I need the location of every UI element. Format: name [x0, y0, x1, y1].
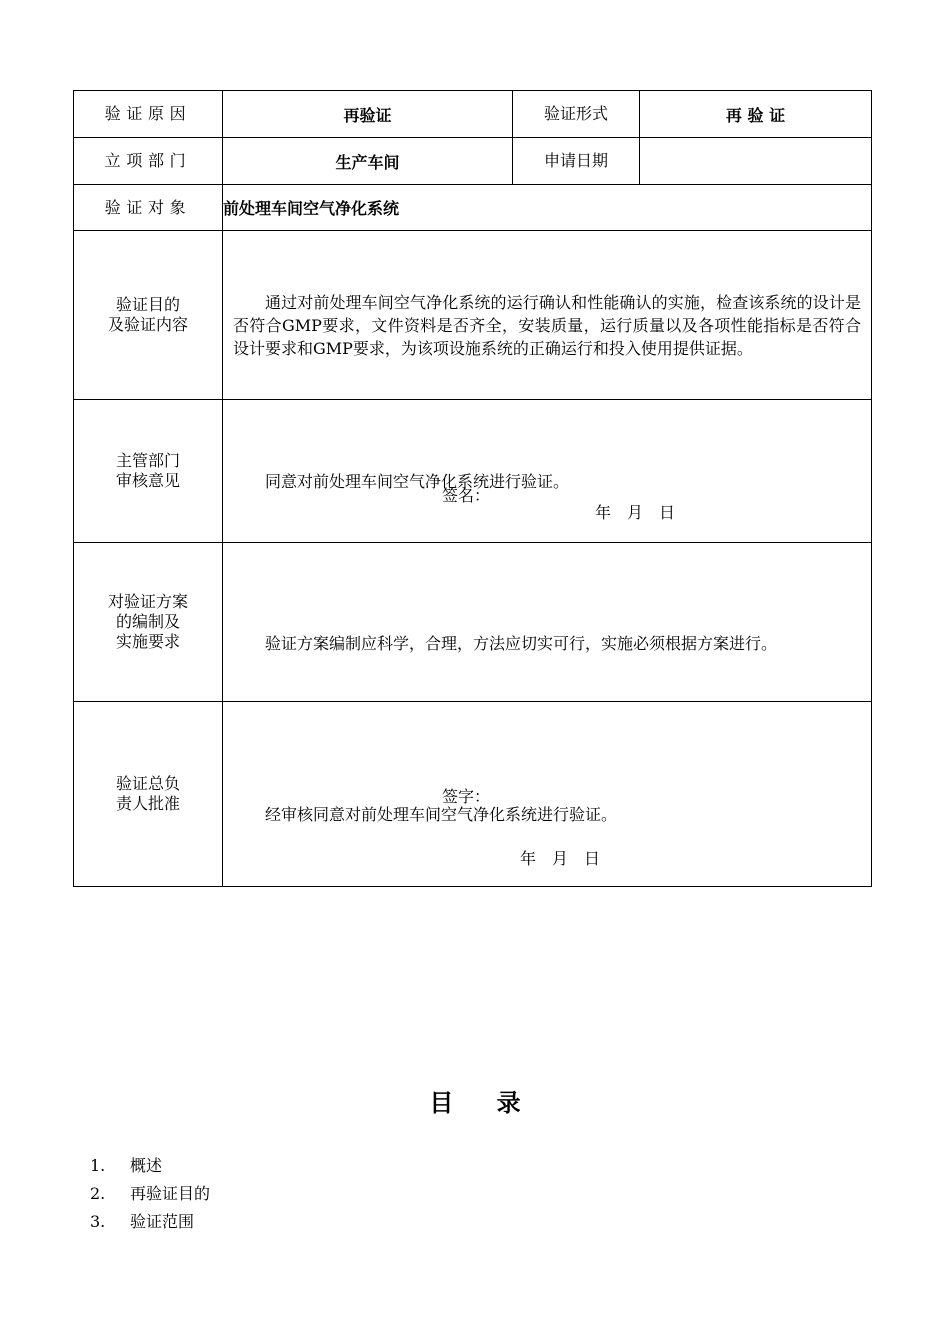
- toc-item-text: 验证范围: [130, 1212, 195, 1231]
- label-validation-form: 验证形式: [513, 91, 640, 138]
- plan-requirements-content: [223, 543, 872, 702]
- row-approval: [74, 702, 872, 887]
- value-validation-object: 前处理车间空气净化系统: [223, 185, 872, 231]
- label-plan-requirements: [74, 543, 223, 702]
- label-plan-requirements-line3: 实施要求: [115, 632, 180, 651]
- dept-review-date: 年 月 日: [595, 503, 676, 522]
- label-purpose-line1: 验证目的: [115, 295, 180, 314]
- label-department: 立项部门: [74, 138, 223, 185]
- row-dept-review: [74, 400, 872, 543]
- label-purpose-line2: 及验证内容: [107, 315, 188, 334]
- toc-title: 目录: [429, 1089, 564, 1117]
- label-dept-review: [74, 400, 223, 543]
- row-department: [74, 138, 872, 185]
- purpose-content: [223, 231, 872, 400]
- toc-item[interactable]: [90, 1208, 210, 1236]
- label-dept-review-line1: 主管部门: [115, 451, 180, 470]
- approval-sign-label: 签字：: [442, 787, 491, 806]
- value-application-date: [640, 138, 872, 185]
- dept-review-sign-label: 签名：: [442, 486, 491, 505]
- dept-review-text: 同意对前处理车间空气净化系统进行验证。: [265, 471, 570, 491]
- approval-content: [223, 702, 872, 887]
- label-plan-requirements-line1: 对验证方案: [107, 592, 188, 611]
- toc-item[interactable]: [90, 1180, 210, 1208]
- row-validation-reason: [74, 91, 872, 138]
- label-validation-reason: 验证原因: [74, 91, 223, 138]
- toc-item-text: 再验证目的: [130, 1184, 211, 1203]
- validation-form-table: [73, 90, 872, 887]
- approval-text: 经审核同意对前处理车间空气净化系统进行验证。: [265, 805, 618, 824]
- label-approval-line1: 验证总负: [115, 774, 180, 793]
- label-approval: [74, 702, 223, 887]
- toc-item-text: 概述: [130, 1156, 163, 1175]
- approval-date: 年 月 日: [520, 849, 601, 868]
- label-validation-object: 验证对象: [74, 185, 223, 231]
- value-validation-form: 再 验 证: [640, 91, 872, 138]
- purpose-text: 通过对前处理车间空气净化系统的运行确认和性能确认的实施，检查该系统的设计是否符合GMP要求，文件资料是否齐全，安装质量，运行质量以及各项性能指标是否符合设计要求和GMP要求，为该项设施系统的正确运行和投入使用提供证据。: [233, 292, 861, 358]
- label-application-date: 申请日期: [513, 138, 640, 185]
- toc-item[interactable]: [90, 1152, 210, 1180]
- toc-item-number: 2.: [90, 1184, 106, 1203]
- row-plan-requirements: [74, 543, 872, 702]
- label-plan-requirements-line2: 的编制及: [115, 612, 180, 631]
- plan-requirements-text: 验证方案编制应科学，合理，方法应切实可行，实施必须根据方案进行。: [265, 633, 778, 653]
- value-department: 生产车间: [223, 138, 513, 185]
- label-purpose: [74, 231, 223, 400]
- row-validation-object: [74, 185, 872, 231]
- label-dept-review-line2: 审核意见: [115, 471, 180, 490]
- row-purpose: [74, 231, 872, 400]
- toc-item-number: 1.: [90, 1156, 106, 1175]
- dept-review-content: [223, 400, 872, 543]
- toc-list: [90, 1152, 210, 1236]
- value-validation-reason: 再验证: [223, 91, 513, 138]
- toc-item-number: 3.: [90, 1212, 106, 1231]
- label-approval-line2: 责人批准: [115, 794, 180, 813]
